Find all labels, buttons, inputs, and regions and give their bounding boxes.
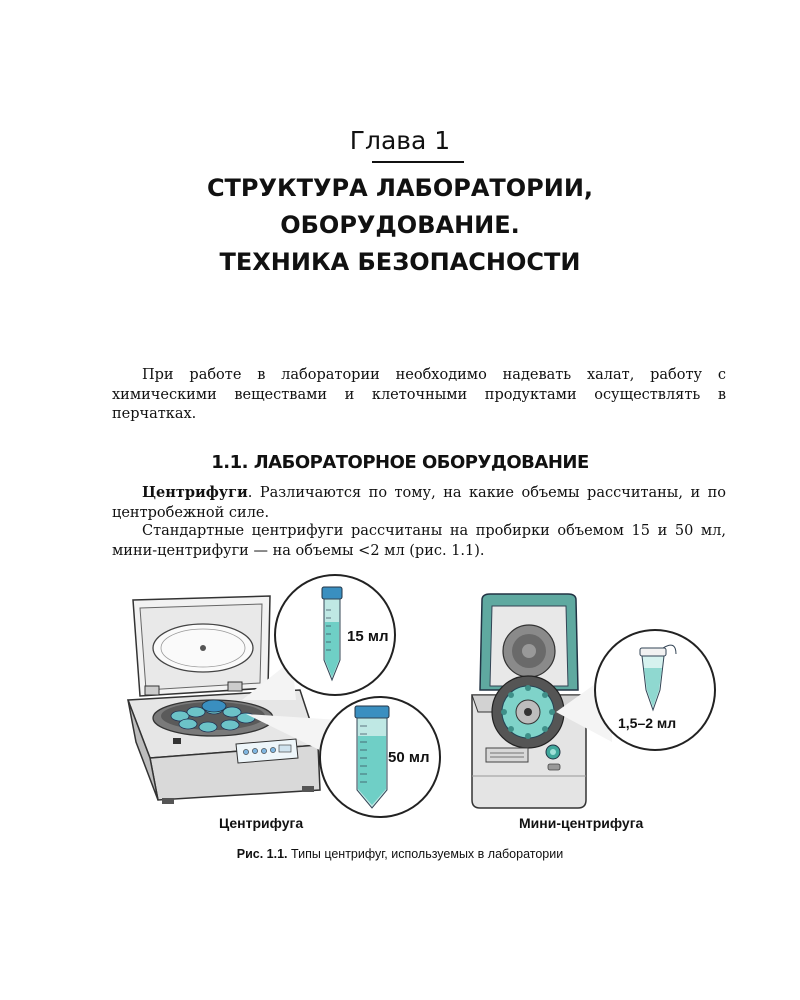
intro-paragraph: При работе в лаборатории необходимо надевать халат, работу с химическими веществами и клеточными продуктами осуществлять в перчатках. <box>112 367 726 422</box>
label-15ml: 15 мл <box>347 628 389 645</box>
label-centrifuge: Центрифуга <box>219 815 304 831</box>
paragraph-standard-centrifuges: Стандартные центрифуги рассчитаны на пробирки объемом 15 и 50 мл, мини-центрифуги — на объемы <2 мл (рис. 1.1). <box>112 523 726 559</box>
label-mini-centrifuge: Мини-центрифуга <box>519 815 644 831</box>
tube-50ml-inset <box>320 697 440 817</box>
chapter-title-line-1: СТРУКТУРА ЛАБОРАТОРИИ, <box>206 174 594 202</box>
term-centrifuges: Центрифуги <box>142 484 248 501</box>
mini-centrifuge-illustration <box>472 594 612 808</box>
label-50ml: 50 мл <box>388 749 430 766</box>
figure-caption <box>0 847 800 861</box>
figure-caption-number: Рис. 1.1. <box>236 847 288 861</box>
chapter-title-line-2: ОБОРУДОВАНИЕ. <box>280 211 520 239</box>
section-heading: 1.1. ЛАБОРАТОРНОЕ ОБОРУДОВАНИЕ <box>211 452 589 473</box>
label-mini-volume: 1,5–2 мл <box>618 715 677 731</box>
tube-15ml-inset <box>275 575 395 695</box>
tube-mini-inset <box>595 630 715 750</box>
chapter-label: Глава 1 <box>349 126 451 155</box>
chapter-title-line-3: ТЕХНИКА БЕЗОПАСНОСТИ <box>219 248 581 276</box>
figure-caption-text: Типы центрифуг, используемых в лаборатории <box>287 847 564 861</box>
paragraph-centrifuges-text: . Различаются по тому, на какие объемы рассчитаны, и по центробежной силе. <box>112 485 726 521</box>
